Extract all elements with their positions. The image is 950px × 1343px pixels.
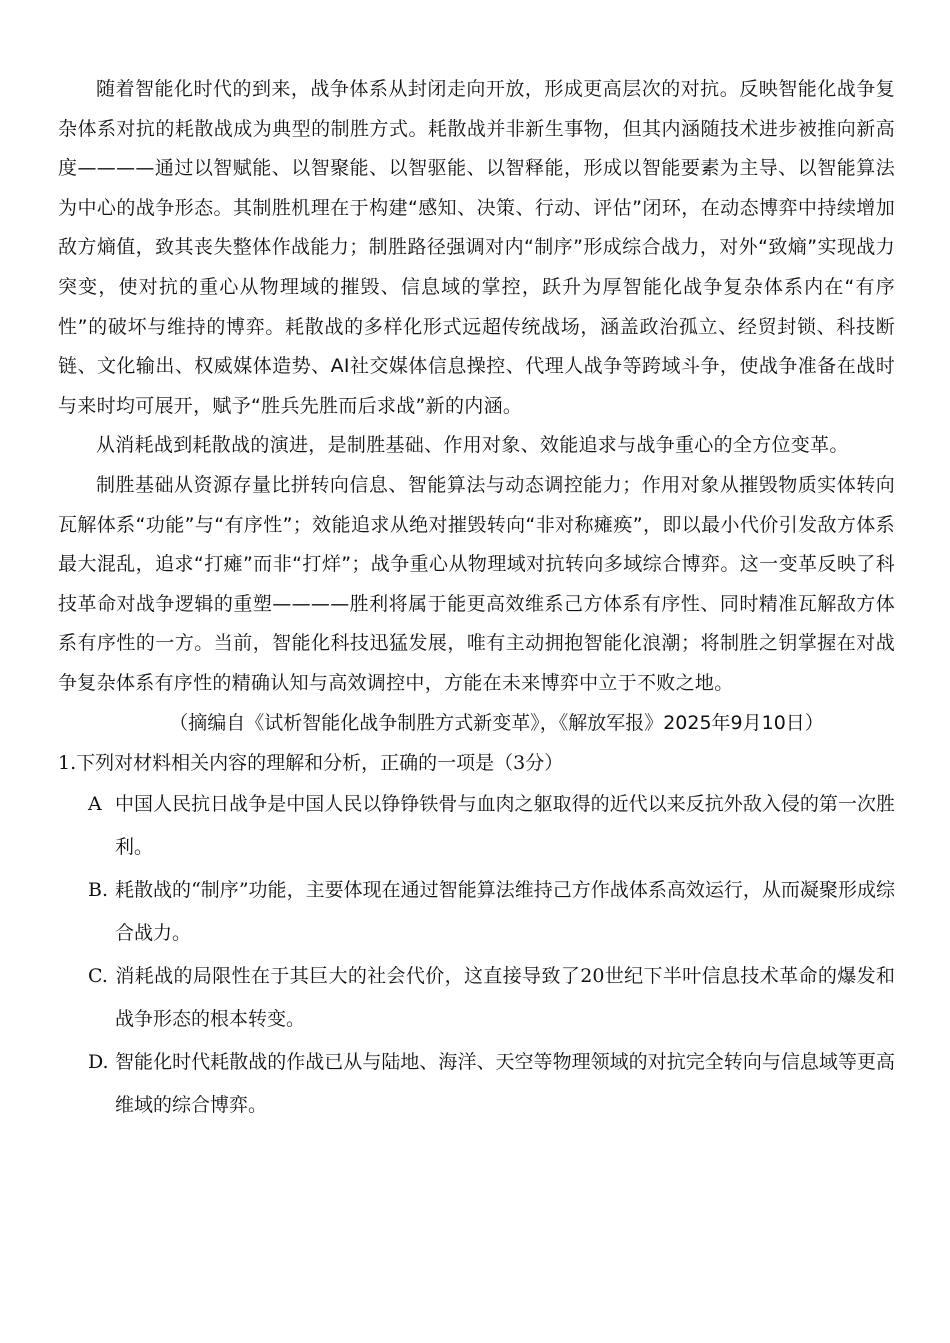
option-b-label: B. [88, 879, 109, 902]
article-paragraph-1: 随着智能化时代的到来，战争体系从封闭走向开放，形成更高层次的对抗。反映智能化战争复杂体系对抗的耗散战成为典型的制胜方式。耗散战并非新生事物，但其内涵随技术进步被推向新高度————通过以智赋能、以智聚能、以智驱能、以智释能，形成以智能要素为主导、以智能算法为中心的战争形态。其制胜机理在于构建“感知、决策、行动、评估”闭环，在动态博弈中持续增加敌方熵值，致其丧失整体作战能力；制胜路径强调对内“制序”形成综合战力，对外“致熵”实现战力突变，使对抗的重心从物理域的摧毁、信息域的掌控，跃升为厚智能化战争复杂体系内在“有序性”的破坏与维持的博弈。耗散战的多样化形式远超传统战场，涵盖政治孤立、经贸封锁、科技断链、文化输出、权威媒体造势、AI社交媒体信息操控、代理人战争等跨域斗争，使战争准备在战时与来时均可展开，赋予“胜兵先胜而后求战”新的内涵。 [58, 78, 896, 417]
option-b [88, 869, 895, 955]
option-c [88, 955, 895, 1041]
article-paragraph-2: 从消耗战到耗散战的演进，是制胜基础、作用对象、效能追求与战争重心的全方位变革。 [96, 434, 849, 457]
option-d-text: 智能化时代耗散战的作战已从与陆地、海洋、天空等物理领域的对抗完全转向与信息域等更高维域的综合博弈。 [115, 1051, 895, 1117]
option-a [88, 783, 895, 869]
option-a-label: A [88, 793, 102, 816]
article-paragraph-3: 制胜基础从资源存量比拼转向信息、智能算法与动态调控能力；作用对象从摧毁物质实体转向瓦解体系“功能”与“有序性”；效能追求从绝对摧毁转向“非对称瘫痪”，即以最小代价引发敌方体系最大混乱，追求“打瘫”而非“打烊”；战争重心从物理域对抗转向多域综合博弈。这一变革反映了科技革命对战争逻辑的重塑————胜利将属于能更高效维系己方体系有序性、同时精准瓦解敌方体系有序性的一方。当前，智能化科技迅猛发展，唯有主动拥抱智能化浪潮；将制胜之钥掌握在对战争复杂体系有序性的精确认知与高效调控中，方能在未来博弈中立于不败之地。 [58, 473, 895, 694]
article-source: （摘编自《试析智能化战争制胜方式新变革》，《解放军报》2025年9月10日） [169, 711, 824, 734]
option-a-text: 中国人民抗日战争是中国人民以铮铮铁骨与血肉之躯取得的近代以来反抗外敌入侵的第一次胜利。 [115, 793, 895, 859]
option-d-label: D. [88, 1051, 109, 1074]
question-stem: 1.下列对材料相关内容的理解和分析，正确的一项是（3分） [58, 752, 564, 775]
option-b-text: 耗散战的“制序”功能，主要体现在通过智能算法维持己方作战体系高效运行，从而凝聚形成综合战力。 [115, 879, 895, 945]
option-c-text: 消耗战的局限性在于其巨大的社会代价，这直接导致了20世纪下半叶信息技术革命的爆发和战争形态的根本转变。 [115, 965, 895, 1031]
option-c-label: C. [88, 965, 108, 988]
option-d [88, 1041, 895, 1127]
